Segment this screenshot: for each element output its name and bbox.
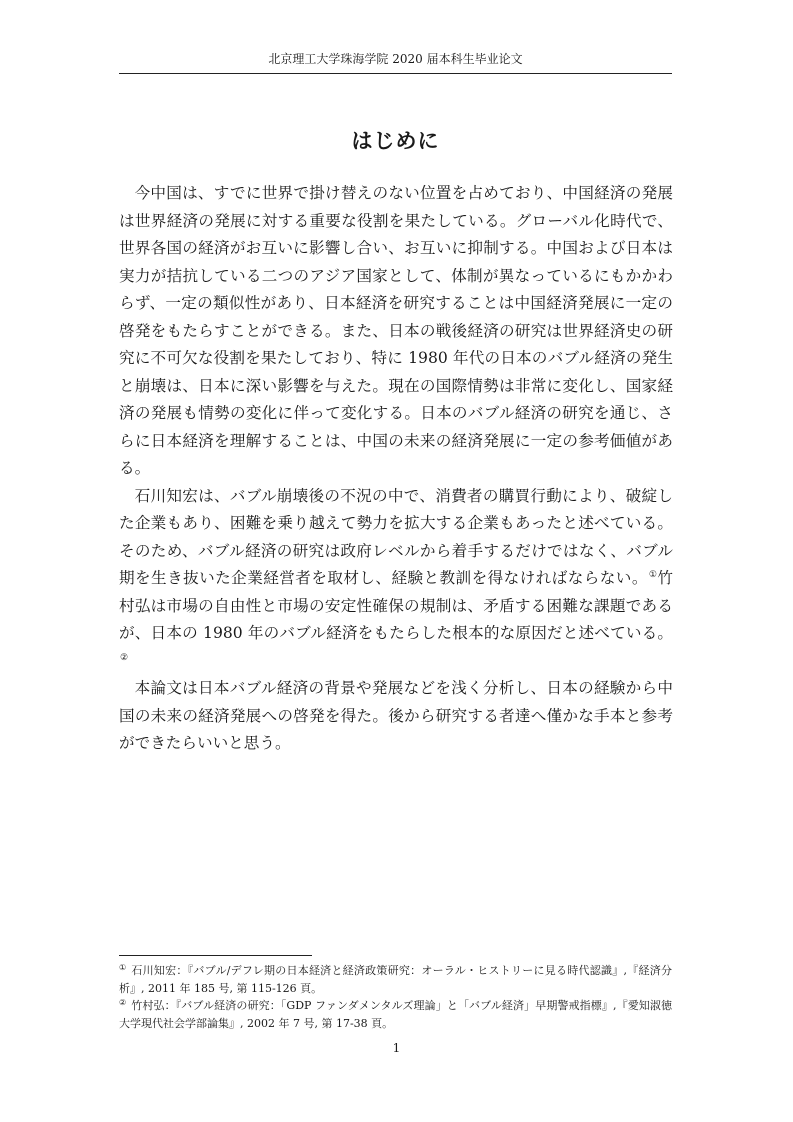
footnote-2 xyxy=(119,997,672,1032)
paragraph-1: 今中国は、すでに世界で掛け替えのない位置を占めており、中国経済の発展は世界経済の発展に対する重要な役割を果たしている。グローバル化時代で、世界各国の経済がお互いに影響し合い、お互いに抑制する。中国および日本は実力が拮抗している二つのアジア国家として、体制が異なっているにもかかわらず、一定の類似性があり、日本経済を研究することは中国経済発展に一定の啓発をもたらすことができる。また、日本の戦後経済の研究は世界経済史の研究に不可欠な役割を果たしており、特に 1980 年代の日本のバブル経済の発生と崩壊は、日本に深い影響を与えた。現在の国際情勢は非常に変化し、国家経済の発展も情勢の変化に伴って変化する。日本のバブル経済の研究を通じ、さらに日本経済を理解することは、中国の未来の経済発展に一定の参考価値がある。 xyxy=(119,184,673,477)
chapter-title: はじめに xyxy=(351,128,440,153)
paragraph-2 xyxy=(119,483,673,676)
page-number: 1 xyxy=(392,1041,401,1055)
footnotes xyxy=(119,962,672,1032)
paragraph-2-text-b: 竹村弘は市場の自由性と市場の安定性確保の規制は、矛盾する困難な課題であるが、日本の 1980 年のバブル経済をもたらした根本的な原因だと述べている。 xyxy=(119,569,673,642)
footnote-1 xyxy=(119,962,672,997)
footnote-2-mark: ② xyxy=(119,998,127,1007)
footnote-2-text: 竹村弘：『バブル経済の研究：「GDP ファンダメンタルズ理論」と「バブル経済」早期警戒指標』,『愛知淑徳大学現代社会学部論集』, 2002 年 7 号, 第 17-38 頁。 xyxy=(119,999,673,1030)
footnote-1-mark: ① xyxy=(119,963,127,972)
paragraph-3: 本論文は日本バブル経済の背景や発展などを浅く分析し、日本の経験から中国の未来の経済発展への啓発を得た。後から研究する者達へ僅かな手本と参考ができたらいいと思う。 xyxy=(119,679,673,752)
paragraph-2-text-a: 石川知宏は、バブル崩壊後の不況の中で、消費者の購買行動により、破綻した企業もあり、困難を乗り越えて勢力を拡大する企業もあったと述べている。そのため、バブル経済の研究は政府レベルから着手するだけではなく、バブル期を生き抜いた企業経営者を取材し、経験と教訓を得なければならない。 xyxy=(119,486,673,587)
running-header: 北京理工大学珠海学院 2020 届本科生毕业论文 xyxy=(268,52,523,66)
body-text xyxy=(119,180,673,758)
footnote-1-text: 石川知宏：『バブル/デフレ期の日本経済と経済政策研究：オーラル・ヒストリーに見る時代認識』,『経済分析』, 2011 年 185 号, 第 115-126 頁。 xyxy=(119,964,672,995)
footnote-ref-2[interactable]: ② xyxy=(120,652,129,663)
footnote-rule xyxy=(119,955,312,956)
footnote-ref-1[interactable]: ① xyxy=(648,570,658,580)
header-rule xyxy=(119,73,672,74)
